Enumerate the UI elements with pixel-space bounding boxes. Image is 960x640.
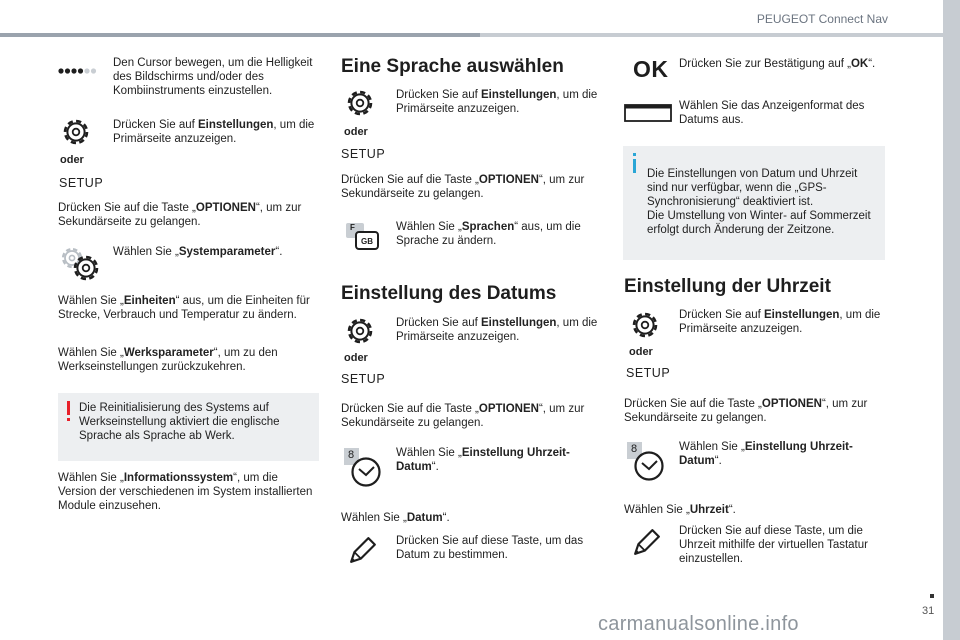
header-rule-dark — [0, 33, 480, 37]
page-end-marker — [930, 594, 934, 598]
pencil-edit-icon — [349, 536, 377, 564]
settings-gear-icon — [344, 87, 376, 119]
info-note-text: Die Einstellungen von Datum und Uhrzeit sind nur verfügbar, wenn die „GPS-Synchronisierung“ deaktiviert ist. Die Umstellung von Winter- auf Sommerzeit erfolgt durch Änderung der Zeitzone. — [647, 168, 871, 236]
page-number: 31 — [922, 605, 935, 617]
options-text: Drücken Sie auf die Taste „OPTIONEN“, um zur Sekundärseite zu gelangen. — [624, 398, 868, 424]
time-date-setting-text: Wählen Sie „Einstellung Uhrzeit-Datum“. — [679, 441, 853, 467]
warning-mark-dot — [67, 418, 70, 421]
header-title: PEUGEOT Connect Nav — [756, 12, 888, 26]
flag-f-label: F — [350, 223, 355, 232]
date-format-icon — [624, 104, 672, 122]
languages-text: Wählen Sie „Sprachen“ aus, um die Sprache zu ändern. — [396, 221, 581, 247]
oder-label: oder — [344, 352, 368, 364]
system-parameters-icon — [58, 244, 102, 282]
system-parameters-text: Wählen Sie „Systemparameter“. — [113, 246, 283, 258]
datum-text: Wählen Sie „Datum“. — [341, 512, 450, 524]
info-note — [623, 146, 885, 260]
press-settings-text: Drücken Sie auf Einstellungen, um die Primärseite anzuzeigen. — [396, 317, 598, 343]
press-settings-text: Drücken Sie auf Einstellungen, um die Primärseite anzuzeigen. — [396, 89, 598, 115]
page-edge-strip — [943, 0, 960, 640]
brightness-slider-icon — [57, 66, 97, 76]
info-mark-icon — [633, 159, 636, 173]
factory-settings-text: Wählen Sie „Werksparameter“, um zu den Werkseinstellungen zurückzukehren. — [58, 347, 278, 373]
options-text: Drücken Sie auf die Taste „OPTIONEN“, um zur Sekundärseite zu gelangen. — [341, 174, 585, 200]
press-settings-text: Drücken Sie auf Einstellungen, um die Primärseite anzuzeigen. — [113, 119, 315, 145]
info-mark-dot — [633, 153, 636, 156]
warning-text: Die Reinitialisierung des Systems auf Werkseinstellung aktiviert die englische Sprache als Sprache ab Werk. — [79, 402, 280, 442]
settings-gear-icon — [344, 315, 376, 347]
warning-mark-icon — [67, 401, 70, 415]
settings-gear-icon — [629, 309, 661, 341]
info-system-text: Wählen Sie „Informationssystem“, um die Version der verschiedenen im System installierten Module einzusehen. — [58, 472, 313, 512]
time-date-setting-text: Wählen Sie „Einstellung Uhrzeit-Datum“. — [396, 447, 570, 473]
setup-label: SETUP — [341, 147, 386, 161]
heading-time: Einstellung der Uhrzeit — [624, 276, 831, 297]
heading-date: Einstellung des Datums — [341, 283, 557, 304]
setup-label: SETUP — [59, 176, 104, 190]
options-text: Drücken Sie auf die Taste „OPTIONEN“, um zur Sekundärseite zu gelangen. — [341, 403, 585, 429]
settings-gear-icon — [60, 116, 92, 148]
header-rule-light — [480, 33, 943, 37]
set-date-text: Drücken Sie auf diese Taste, um das Datum zu bestimmen. — [396, 535, 584, 561]
date-format-text: Wählen Sie das Anzeigenformat des Datums aus. — [679, 100, 865, 126]
warning-note — [58, 393, 319, 461]
flag-gb-label: GB — [361, 237, 373, 246]
oder-label: oder — [629, 346, 653, 358]
options-text: Drücken Sie auf die Taste „OPTIONEN“, um zur Sekundärseite zu gelangen. — [58, 202, 302, 228]
units-text: Wählen Sie „Einheiten“ aus, um die Einheiten für Strecke, Verbrauch und Temperatur zu ändern. — [58, 295, 310, 321]
watermark: carmanualsonline.info — [598, 613, 799, 635]
pencil-edit-icon — [633, 528, 661, 556]
press-settings-text: Drücken Sie auf Einstellungen, um die Primärseite anzuzeigen. — [679, 309, 881, 335]
oder-label: oder — [60, 154, 84, 166]
clock-icon-number: 8 — [631, 443, 638, 455]
ok-icon: OK — [633, 56, 669, 82]
clock-icon-number: 8 — [348, 449, 355, 461]
oder-label: oder — [344, 126, 368, 138]
setup-label: SETUP — [626, 366, 671, 380]
uhrzeit-text: Wählen Sie „Uhrzeit“. — [624, 504, 736, 516]
brightness-text: Den Cursor bewegen, um die Helligkeit des Bildschirms und/oder des Kombiinstruments einzustellen. — [113, 57, 313, 97]
ok-confirm-text: Drücken Sie zur Bestätigung auf „OK“. — [679, 58, 876, 70]
heading-language: Eine Sprache auswählen — [341, 56, 564, 77]
set-time-text: Drücken Sie auf diese Taste, um die Uhrzeit mithilfe der virtuellen Tastatur einzustellen. — [679, 525, 868, 565]
setup-label: SETUP — [341, 372, 386, 386]
